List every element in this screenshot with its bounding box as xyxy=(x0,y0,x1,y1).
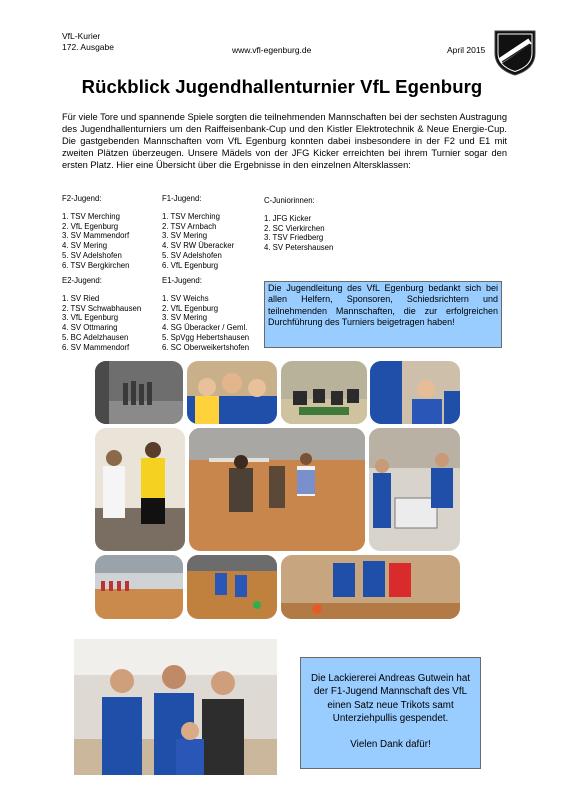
photo-team-lineup xyxy=(95,361,183,424)
donation-box xyxy=(300,657,481,769)
photo-children-group xyxy=(187,361,277,424)
photo-team-floor xyxy=(281,361,367,424)
list-item: 1. SV Ried xyxy=(62,293,100,303)
list-item: 1. TSV Merching xyxy=(162,211,220,221)
donation-closing: Vielen Dank dafür! xyxy=(350,739,431,751)
list-item: 4. SV RW Überacker xyxy=(162,241,235,251)
list-item: 3. SV Mering xyxy=(162,313,208,323)
list-item: 3. VfL Egenburg xyxy=(62,313,119,323)
list-item: 1. JFG Kicker xyxy=(264,213,312,223)
list-item: 5. BC Adelzhausen xyxy=(62,332,129,342)
list-item: 6. TSV Bergkirchen xyxy=(62,260,130,270)
donation-text: Die Lackiererei Andreas Gutwein hat der F1-Jugend Mannschaft des VfL einen Satz neue Trikots samt Unterziehpullis gespendet. xyxy=(310,673,470,724)
article-title: Rückblick Jugendhallenturnier VfL Egenburg xyxy=(81,76,483,97)
issue-number: 172. Ausgabe xyxy=(62,42,114,52)
thanks-box: Die Jugendleitung des VfL Egenburg bedankt sich bei allen Helfern, Sponsoren, Schiedsrichtern und teilnehmenden Mannschaften, die zur erfolgreichen Durchführung des Turniers beigetragen haben! xyxy=(264,281,502,348)
list-item: 2. SC Vierkirchen xyxy=(264,223,325,233)
list-item: 4. SG Überacker / Geml. xyxy=(162,323,248,333)
list-item: 3. TSV Friedberg xyxy=(264,233,324,243)
results-c-juniorinnen xyxy=(264,196,384,253)
newsletter-name: VfL-Kurier xyxy=(62,31,101,41)
results-e1-title: E1-Jugend: xyxy=(162,276,202,285)
list-item: 5. SpVgg Hebertshausen xyxy=(162,332,250,342)
list-item: 6. VfL Egenburg xyxy=(162,260,219,270)
results-f1-title: F1-Jugend: xyxy=(162,194,202,203)
list-item: 2. TSV Arnbach xyxy=(162,221,217,231)
website-url: www.vfl-egenburg.de xyxy=(232,45,312,55)
results-e2-title: E2-Jugend: xyxy=(62,276,102,285)
list-item: 6. SV Mammendorf xyxy=(62,342,130,352)
list-item: 4. SV Mering xyxy=(62,241,108,251)
results-c-title: C-Juniorinnen: xyxy=(264,196,315,205)
photo-sports-hall xyxy=(95,555,183,619)
list-item: 5. SV Adelshofen xyxy=(162,250,222,260)
photo-girls-match xyxy=(95,428,185,551)
photo-match-action xyxy=(189,428,365,551)
club-logo xyxy=(492,27,538,77)
list-item: 2. VfL Egenburg xyxy=(162,303,219,313)
list-item: 5. SV Adelshofen xyxy=(62,250,122,260)
list-item: 4. SV Petershausen xyxy=(264,243,334,253)
list-item: 6. SC Oberweikertshofen xyxy=(162,342,250,352)
list-item: 2. TSV Schwabhausen xyxy=(62,303,142,313)
photo-announcers xyxy=(369,428,460,551)
photo-jersey-donation xyxy=(74,639,277,775)
header-left xyxy=(62,31,114,53)
photo-players-closeup xyxy=(281,555,460,619)
list-item: 3. SV Mammendorf xyxy=(62,231,130,241)
issue-date: April 2015 xyxy=(447,45,486,55)
results-f2-title: F2-Jugend: xyxy=(62,194,102,203)
photo-award-ceremony xyxy=(370,361,460,424)
list-item: 3. SV Mering xyxy=(162,231,208,241)
list-item: 1. TSV Merching xyxy=(62,211,120,221)
photo-goal-scene xyxy=(187,555,277,619)
intro-paragraph: Für viele Tore und spannende Spiele sorgten die teilnehmenden Mannschaften bei der sechsten Austragung des Jugendhallenturniers um den Raiffeisenbank-Cup und den Kistler Elektrotechnik & Neue Energie-Cup. Die gastgebenden Mannschaften vom VfL Egenburg konnten dabei insbesondere in der F2 und E1 mit zweiten Plätzen überzeugen. Unsere Mädels von der JFG Kicker erreichten bei ihrem Turnier sogar den ersten Platz. Hier eine Übersicht über die Ergebnisse in den einzelnen Altersklassen: xyxy=(62,112,507,170)
list-item: 2. VfL Egenburg xyxy=(62,221,119,231)
list-item: 1. SV Weichs xyxy=(162,293,209,303)
list-item: 4. SV Ottmaring xyxy=(62,323,118,333)
